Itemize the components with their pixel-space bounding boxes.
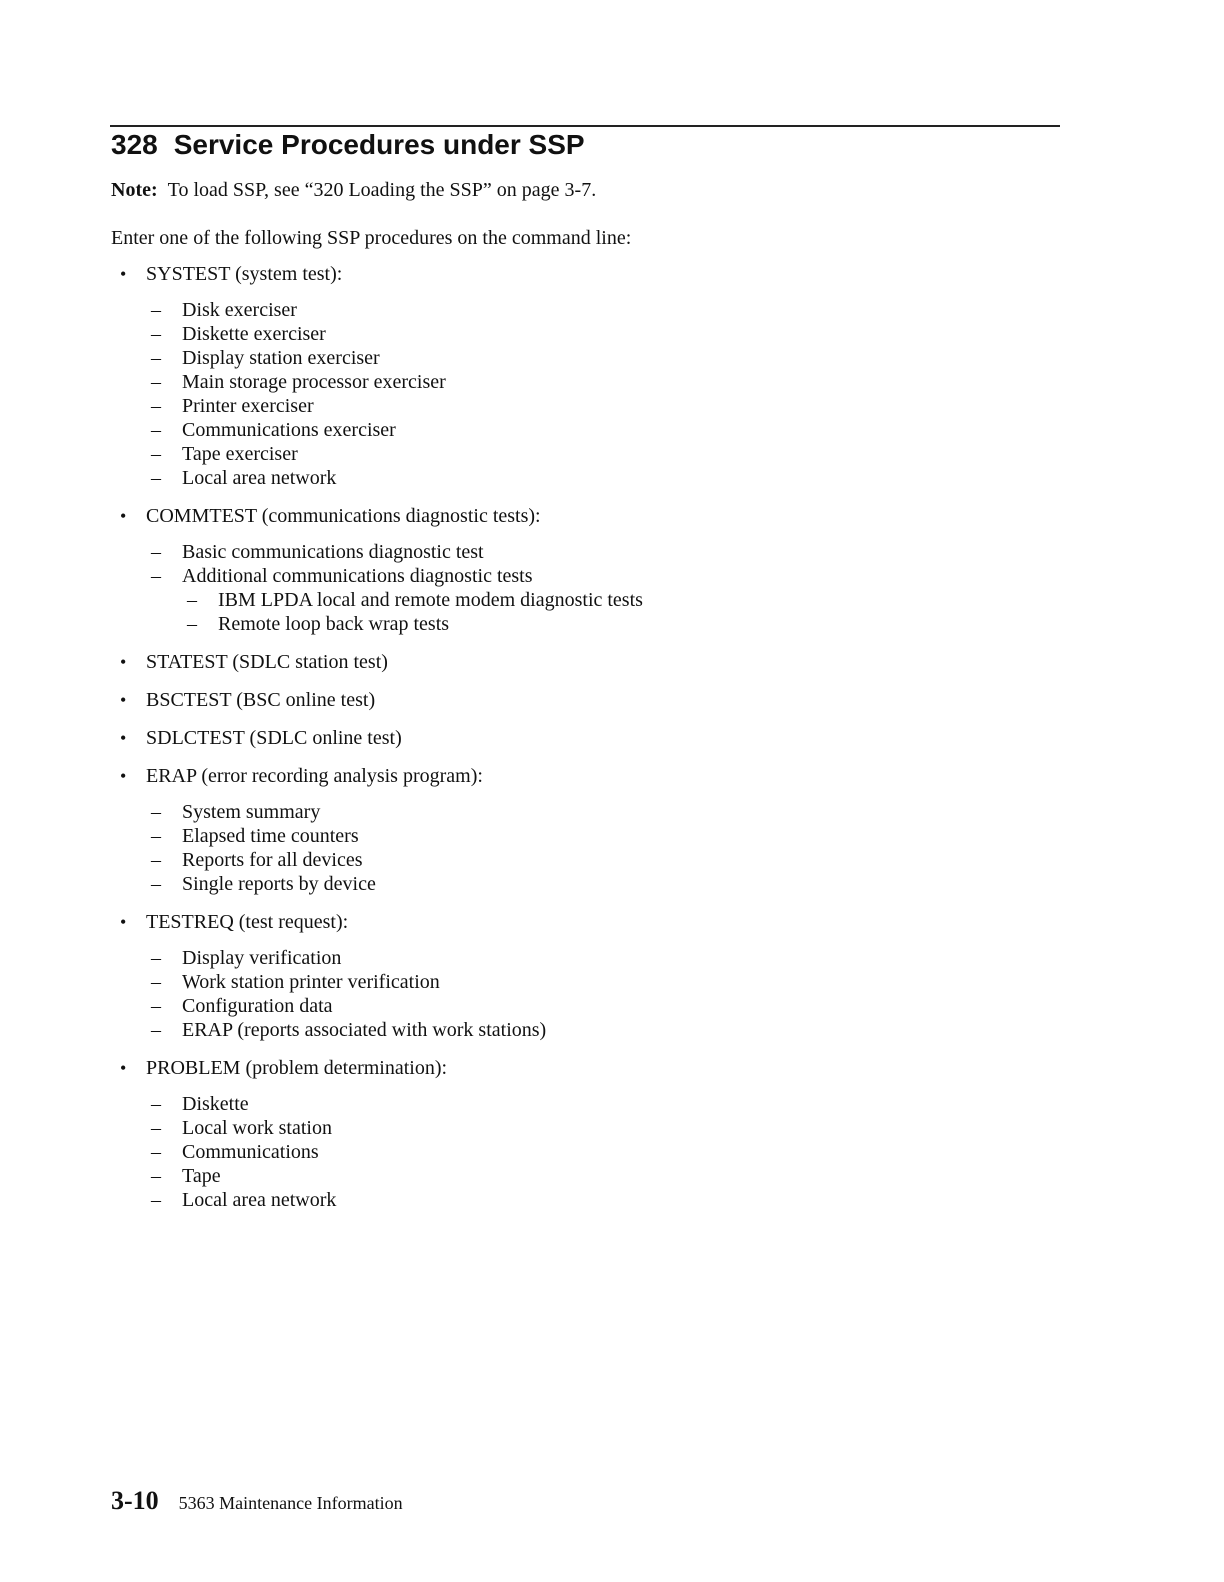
dash-icon: – bbox=[151, 395, 161, 417]
sub-list bbox=[146, 800, 1011, 896]
sub-item: – Work station printer verification bbox=[151, 971, 440, 993]
procedure-label: PROBLEM (problem determination): bbox=[146, 1057, 448, 1079]
sub-item: – Diskette exerciser bbox=[151, 323, 326, 345]
note-text: To load SSP, see “320 Loading the SSP” on page 3-7. bbox=[167, 179, 597, 201]
dash-icon: – bbox=[151, 1093, 161, 1115]
dash-icon: – bbox=[151, 443, 161, 465]
procedure-label: STATEST (SDLC station test) bbox=[146, 651, 388, 673]
dash-icon: – bbox=[151, 323, 161, 345]
procedure-label: TESTREQ (test request): bbox=[146, 911, 349, 933]
sub-item: – Printer exerciser bbox=[151, 395, 314, 417]
procedure-label: BSCTEST (BSC online test) bbox=[146, 689, 376, 711]
dash-icon: – bbox=[151, 1019, 161, 1041]
sub-item: – Local area network bbox=[151, 467, 337, 489]
sub-sub-item: – IBM LPDA local and remote modem diagnostic tests bbox=[187, 589, 643, 611]
procedure-label: ERAP (error recording analysis program): bbox=[146, 765, 483, 787]
sub-item: – Display verification bbox=[151, 947, 342, 969]
dash-icon: – bbox=[187, 613, 197, 635]
bullet-icon: • bbox=[120, 690, 127, 710]
dash-icon: – bbox=[187, 589, 197, 611]
bullet-icon: • bbox=[120, 506, 127, 526]
procedure-item bbox=[111, 726, 1011, 750]
sub-list bbox=[146, 540, 1011, 636]
sub-item: – Additional communications diagnostic tests – IBM LPDA local and remote modem diagnostic tests – Remote loop back wrap tests bbox=[146, 564, 1011, 636]
procedure-item bbox=[111, 650, 1011, 674]
procedure-item bbox=[111, 910, 1011, 1042]
dash-icon: – bbox=[151, 347, 161, 369]
dash-icon: – bbox=[151, 947, 161, 969]
bullet-icon: • bbox=[120, 912, 127, 932]
dash-icon: – bbox=[151, 1117, 161, 1139]
intro-text: Enter one of the following SSP procedures on the command line: bbox=[111, 227, 632, 249]
dash-icon: – bbox=[151, 419, 161, 441]
bullet-icon: • bbox=[120, 766, 127, 786]
note bbox=[111, 177, 596, 203]
bullet-icon: • bbox=[120, 728, 127, 748]
sub-item: – Communications bbox=[151, 1141, 319, 1163]
sub-sub-item: – Remote loop back wrap tests bbox=[187, 613, 450, 635]
sub-item: – Basic communications diagnostic test bbox=[151, 541, 484, 563]
dash-icon: – bbox=[151, 565, 161, 587]
bullet-icon: • bbox=[120, 1058, 127, 1078]
dash-icon: – bbox=[151, 995, 161, 1017]
dash-icon: – bbox=[151, 849, 161, 871]
procedure-label: COMMTEST (communications diagnostic tests): bbox=[146, 505, 541, 527]
sub-item: – Local area network bbox=[151, 1189, 337, 1211]
procedure-label: SYSTEST (system test): bbox=[146, 263, 343, 285]
dash-icon: – bbox=[151, 801, 161, 823]
sub-item: – Configuration data bbox=[151, 995, 333, 1017]
bullet-icon: • bbox=[120, 264, 127, 284]
procedure-item bbox=[111, 764, 1011, 896]
sub-item: – Main storage processor exerciser bbox=[151, 371, 446, 393]
dash-icon: – bbox=[151, 1141, 161, 1163]
page-footer bbox=[111, 1486, 403, 1516]
sub-item: – Elapsed time counters bbox=[151, 825, 359, 847]
page-title bbox=[111, 127, 585, 163]
procedure-item bbox=[111, 688, 1011, 712]
dash-icon: – bbox=[151, 467, 161, 489]
sub-item: – Display station exerciser bbox=[151, 347, 380, 369]
dash-icon: – bbox=[151, 1165, 161, 1187]
dash-icon: – bbox=[151, 825, 161, 847]
sub-list bbox=[146, 946, 1011, 1042]
sub-item: – Reports for all devices bbox=[151, 849, 363, 871]
sub-item: – Diskette bbox=[151, 1093, 249, 1115]
sub-item: – Disk exerciser bbox=[151, 299, 297, 321]
document-title: 5363 Maintenance Information bbox=[178, 1493, 403, 1513]
sub-item: – System summary bbox=[151, 801, 321, 823]
sub-sub-list bbox=[182, 588, 1011, 636]
procedure-label: SDLCTEST (SDLC online test) bbox=[146, 727, 402, 749]
page-number: 3-10 bbox=[111, 1486, 159, 1515]
sub-item: – Single reports by device bbox=[151, 873, 376, 895]
dash-icon: – bbox=[151, 1189, 161, 1211]
sub-item: – Communications exerciser bbox=[151, 419, 396, 441]
dash-icon: – bbox=[151, 971, 161, 993]
note-label: Note: bbox=[111, 179, 158, 201]
sub-item: – Local work station bbox=[151, 1117, 332, 1139]
section-number: 328 bbox=[111, 129, 158, 160]
sub-list bbox=[146, 1092, 1011, 1212]
sub-list bbox=[146, 298, 1011, 490]
procedure-item bbox=[111, 504, 1011, 636]
procedure-item bbox=[111, 262, 1011, 490]
section-title: Service Procedures under SSP bbox=[173, 129, 585, 160]
procedure-item bbox=[111, 1056, 1011, 1212]
dash-icon: – bbox=[151, 873, 161, 895]
dash-icon: – bbox=[151, 299, 161, 321]
bullet-icon: • bbox=[120, 652, 127, 672]
sub-item: – Tape bbox=[151, 1165, 221, 1187]
procedure-list bbox=[111, 262, 1011, 1226]
sub-item: – Tape exerciser bbox=[151, 443, 298, 465]
dash-icon: – bbox=[151, 541, 161, 563]
sub-item: – ERAP (reports associated with work stations) bbox=[151, 1019, 547, 1041]
dash-icon: – bbox=[151, 371, 161, 393]
